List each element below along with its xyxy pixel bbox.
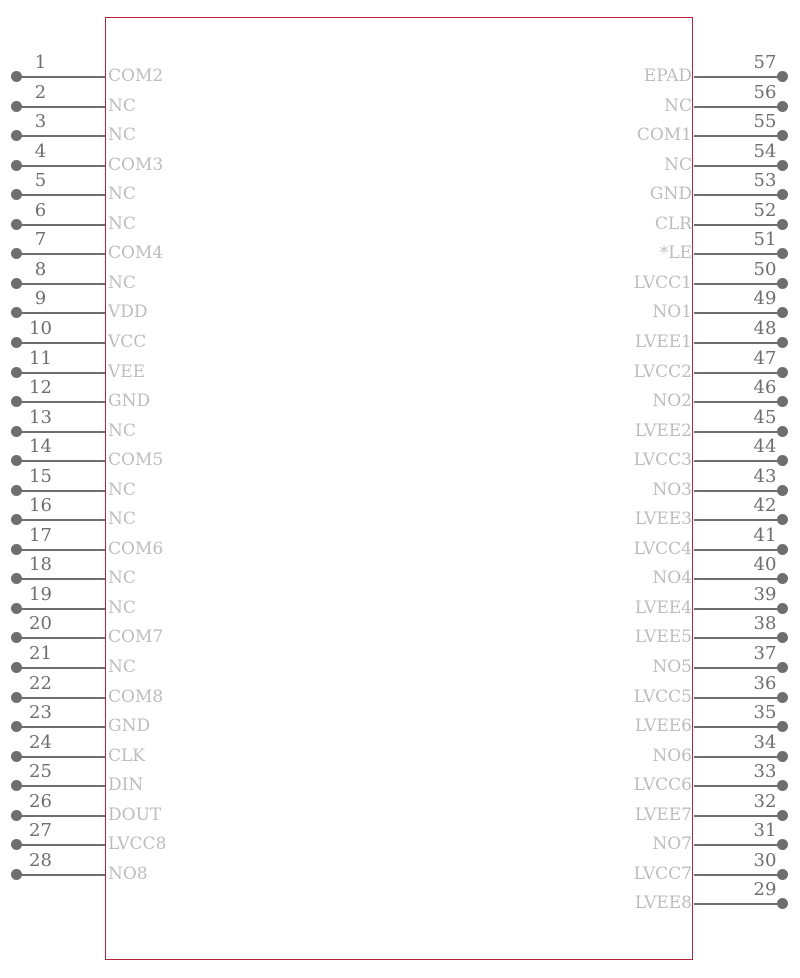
- pin-lead: [694, 194, 783, 196]
- pin-terminal-dot: [777, 839, 788, 850]
- pin-name: LVCC7: [633, 864, 692, 884]
- pin-number: 17: [29, 525, 52, 546]
- pin-name: LVEE1: [634, 332, 692, 352]
- pin-number: 12: [29, 377, 52, 398]
- pin-name: GND: [108, 716, 151, 736]
- pin-lead: [694, 637, 783, 639]
- pin-name: COM4: [108, 243, 164, 263]
- pin-name: NO5: [652, 657, 692, 677]
- pin-terminal-dot: [777, 337, 788, 348]
- pin-lead: [694, 667, 783, 669]
- pin-lead: [694, 519, 783, 521]
- pin-name: NO8: [108, 864, 148, 884]
- pin-name: EPAD: [643, 66, 692, 86]
- pin-name: LVCC5: [633, 687, 692, 707]
- pin-terminal-dot: [777, 307, 788, 318]
- pin-lead: [694, 785, 783, 787]
- pin-number: 23: [29, 702, 52, 723]
- pin-name: GND: [649, 184, 692, 204]
- pin-terminal-dot: [777, 692, 788, 703]
- pin-lead: [694, 431, 783, 433]
- pin-name: NO2: [652, 391, 692, 411]
- pin-lead: [694, 401, 783, 403]
- pin-number: 20: [29, 613, 52, 634]
- pin-name: LVCC8: [108, 834, 167, 854]
- pin-number: 11: [29, 348, 52, 369]
- pin-terminal-dot: [777, 485, 788, 496]
- pin-lead: [694, 844, 783, 846]
- pin-number: 8: [34, 259, 47, 280]
- pin-terminal-dot: [777, 721, 788, 732]
- pin-name: NC: [108, 657, 136, 677]
- pin-number: 36: [753, 673, 777, 694]
- pin-number: 51: [753, 229, 777, 250]
- pin-number: 4: [34, 141, 47, 162]
- pin-terminal-dot: [777, 573, 788, 584]
- pin-number: 28: [29, 850, 52, 871]
- pin-name: LVEE6: [634, 716, 692, 736]
- pin-name: LVCC1: [633, 273, 692, 293]
- pin-lead: [694, 490, 783, 492]
- pin-terminal-dot: [777, 544, 788, 555]
- component-body: [105, 17, 693, 960]
- pin-number: 34: [753, 732, 777, 753]
- pin-name: LVCC4: [633, 539, 692, 559]
- pin-terminal-dot: [777, 455, 788, 466]
- pin-name: DIN: [108, 775, 144, 795]
- pin-number: 10: [29, 318, 52, 339]
- pin-terminal-dot: [777, 869, 788, 880]
- pin-name: COM7: [108, 627, 164, 647]
- pin-name: COM1: [636, 125, 692, 145]
- pin-terminal-dot: [777, 160, 788, 171]
- pin-number: 18: [29, 554, 52, 575]
- pin-number: 55: [753, 111, 777, 132]
- pin-lead: [694, 342, 783, 344]
- pin-name: LVEE8: [634, 893, 692, 913]
- pin-number: 45: [753, 407, 777, 428]
- pin-terminal-dot: [777, 396, 788, 407]
- pin-terminal-dot: [777, 189, 788, 200]
- pin-name: VDD: [108, 302, 148, 322]
- pin-name: COM3: [108, 155, 164, 175]
- pin-number: 5: [34, 170, 47, 191]
- pin-name: NC: [108, 273, 136, 293]
- pin-number: 16: [29, 495, 52, 516]
- pin-number: 3: [34, 111, 47, 132]
- pin-number: 40: [753, 554, 777, 575]
- pin-name: *LE: [659, 243, 692, 263]
- pin-lead: [694, 549, 783, 551]
- pin-name: NO3: [652, 480, 692, 500]
- pin-number: 50: [753, 259, 777, 280]
- pin-number: 13: [29, 407, 52, 428]
- pin-number: 21: [29, 643, 52, 664]
- pin-lead: [694, 608, 783, 610]
- pin-name: COM2: [108, 66, 164, 86]
- pin-lead: [694, 460, 783, 462]
- pin-name: NC: [108, 568, 136, 588]
- pin-56: [0, 82, 800, 116]
- pin-number: 44: [753, 436, 777, 457]
- pin-terminal-dot: [777, 898, 788, 909]
- pin-number: 31: [753, 820, 777, 841]
- pin-terminal-dot: [777, 426, 788, 437]
- pin-lead: [694, 76, 783, 78]
- pin-number: 56: [753, 82, 777, 103]
- pin-terminal-dot: [777, 367, 788, 378]
- pin-name: COM6: [108, 539, 164, 559]
- pin-terminal-dot: [777, 219, 788, 230]
- pin-name: NC: [108, 96, 136, 116]
- pin-number: 1: [34, 52, 47, 73]
- pin-name: NO7: [652, 834, 692, 854]
- pin-number: 41: [753, 525, 777, 546]
- pin-name: LVEE2: [634, 421, 692, 441]
- pin-lead: [694, 224, 783, 226]
- pin-name: NO4: [652, 568, 692, 588]
- pin-number: 27: [29, 820, 52, 841]
- pin-name: NC: [108, 421, 136, 441]
- pin-name: GND: [108, 391, 151, 411]
- pin-lead: [694, 283, 783, 285]
- pin-lead: [694, 726, 783, 728]
- pin-number: 24: [29, 732, 52, 753]
- pin-number: 32: [753, 791, 777, 812]
- pin-terminal-dot: [777, 101, 788, 112]
- pin-name: NC: [108, 509, 136, 529]
- pin-number: 43: [753, 466, 777, 487]
- pin-name: COM8: [108, 687, 164, 707]
- pin-number: 38: [753, 613, 777, 634]
- pin-number: 35: [753, 702, 777, 723]
- pin-number: 46: [753, 377, 777, 398]
- pin-number: 25: [29, 761, 52, 782]
- pin-lead: [694, 903, 783, 905]
- pin-number: 26: [29, 791, 52, 812]
- pin-lead: [694, 253, 783, 255]
- pin-number: 22: [29, 673, 52, 694]
- pin-number: 14: [29, 436, 52, 457]
- pin-lead: [694, 312, 783, 314]
- pin-number: 49: [753, 288, 777, 309]
- pin-name: COM5: [108, 450, 164, 470]
- pin-name: CLK: [108, 746, 145, 766]
- pin-number: 6: [34, 200, 47, 221]
- pin-terminal-dot: [777, 810, 788, 821]
- pin-lead: [694, 697, 783, 699]
- pin-name: NO6: [652, 746, 692, 766]
- pin-number: 54: [753, 141, 777, 162]
- pin-number: 48: [753, 318, 777, 339]
- pin-name: NC: [108, 480, 136, 500]
- pin-lead: [694, 106, 783, 108]
- pin-terminal-dot: [777, 248, 788, 259]
- pin-terminal-dot: [777, 278, 788, 289]
- pin-terminal-dot: [777, 751, 788, 762]
- pin-terminal-dot: [777, 130, 788, 141]
- pin-terminal-dot: [777, 632, 788, 643]
- pin-lead: [694, 874, 783, 876]
- pin-terminal-dot: [777, 603, 788, 614]
- pin-number: 9: [34, 288, 47, 309]
- pin-lead: [694, 135, 783, 137]
- pin-name: NC: [108, 125, 136, 145]
- pin-number: 39: [753, 584, 777, 605]
- pin-number: 19: [29, 584, 52, 605]
- pin-name: LVEE4: [634, 598, 692, 618]
- pin-name: VEE: [108, 362, 146, 382]
- pin-name: NC: [108, 214, 136, 234]
- pin-terminal-dot: [777, 71, 788, 82]
- pin-name: CLR: [654, 214, 692, 234]
- pin-number: 37: [753, 643, 777, 664]
- pin-name: LVEE7: [634, 805, 692, 825]
- pin-lead: [694, 372, 783, 374]
- pin-number: 29: [753, 879, 777, 900]
- pin-name: NC: [108, 184, 136, 204]
- pin-number: 42: [753, 495, 777, 516]
- pin-number: 47: [753, 348, 777, 369]
- pin-name: LVCC6: [633, 775, 692, 795]
- pin-number: 7: [34, 229, 47, 250]
- pin-name: LVCC3: [633, 450, 692, 470]
- pin-name: DOUT: [108, 805, 162, 825]
- pin-terminal-dot: [777, 780, 788, 791]
- pin-number: 52: [753, 200, 777, 221]
- pin-name: LVEE3: [634, 509, 692, 529]
- pin-number: 53: [753, 170, 777, 191]
- pin-number: 15: [29, 466, 52, 487]
- pin-lead: [694, 578, 783, 580]
- pin-number: 33: [753, 761, 777, 782]
- pin-29: [0, 879, 800, 913]
- pin-name: LVCC2: [633, 362, 692, 382]
- pin-lead: [694, 815, 783, 817]
- pin-lead: [694, 756, 783, 758]
- pin-terminal-dot: [777, 514, 788, 525]
- pin-name: NC: [664, 96, 692, 116]
- pin-lead: [694, 165, 783, 167]
- pin-number: 30: [753, 850, 777, 871]
- pin-name: NC: [108, 598, 136, 618]
- pin-terminal-dot: [777, 662, 788, 673]
- pin-name: NC: [664, 155, 692, 175]
- pin-name: VCC: [108, 332, 147, 352]
- pin-number: 57: [753, 52, 777, 73]
- pin-name: NO1: [652, 302, 692, 322]
- pin-name: LVEE5: [634, 627, 692, 647]
- pin-number: 2: [34, 82, 47, 103]
